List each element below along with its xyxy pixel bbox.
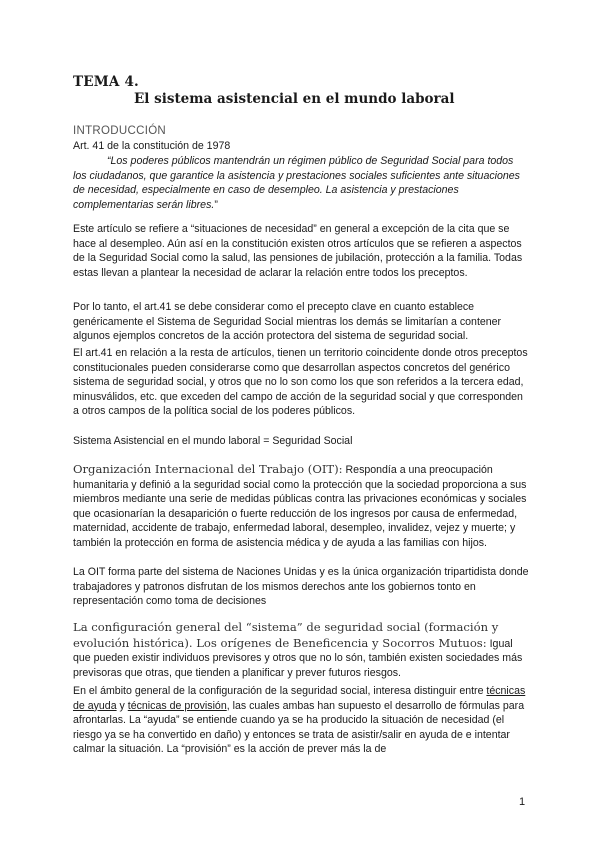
oit-paragraph-2: La OIT forma parte del sistema de Naciones Unidas y es la única organización tripartidista donde trabajadores y patronos disfrutan de los mismos derechos ante los gobiernos tonto en representación como toma de decisiones <box>73 566 529 608</box>
chapter-title: El sistema asistencial en el mundo laboral <box>134 91 455 107</box>
history-p2-mid: y <box>116 699 128 712</box>
quote-text: “Los poderes públicos mantendrán un régimen público de Seguridad Social para todos los ciudadanos, que garantice la asistencia y prestaciones sociales suficientes ante situaciones de necesidad, especialmente en caso de desempleo. La asistencia y prestaciones complementarias serán libres. <box>73 155 520 211</box>
history-paragraph <box>73 620 529 680</box>
page-number: 1 <box>519 796 526 808</box>
oit-text: Respondía a una preocupación humanitaria y definió a la seguridad social como la protección que la sociedad proporciona a sus miembros mediante una serie de medidas públicas contra las privaciones económicas y sociales que ocasionarían la desaparición o fuerte reducción de los ingresos por causa de enfermedad, maternidad, accidente de trabajo, enfermedad laboral, desempleo, invalidez, vejez y muerte; y también la protección en forma de asistencia médica y de ayuda a las familias con hijos. <box>73 464 527 549</box>
history-p2-start: En el ámbito general de la configuración de la seguridad social, interesa distinguir entre <box>73 685 487 697</box>
oit-paragraph <box>73 462 529 551</box>
constitution-quote <box>73 154 529 212</box>
paragraph-1: Este artículo se refiere a “situaciones de necesidad” en general a excepción de la cita que se hace al desempleo. Aún así en la constitución existen otros artículos que se refieren a aspectos de la Seguridad Social como la salud, las pensiones de jubilación, protección a la familia. Todas estas llevan a plantear la necesidad de aclarar la relación entre todos los preceptos. <box>73 223 523 279</box>
quote-close: ” <box>214 198 218 211</box>
history-text: Igual que pueden existir individuos previsores y otros que no lo són, también existen sociedades más previsoras que otras, que tienden a planificar y prever futuros riesgos. <box>73 637 523 679</box>
section-label-introduction: INTRODUCCIÓN <box>73 125 167 137</box>
article-reference: Art. 41 de la constitución de 1978 <box>73 140 231 152</box>
paragraph-2: Por lo tanto, el art.41 se debe considerar como el precepto clave en cuanto establece genéricamente el Sistema de Seguridad Social mientras los demás se limitarían a contener algunos ejemplos concretos de la acción protectora del sistema de seguridad social. <box>73 301 502 343</box>
history-paragraph-2 <box>73 684 529 757</box>
history-p2-end: , las cuales ambas han supuesto el desarrollo de fórmulas para afrontarlas. La “ayuda” se entiende cuando ya se ha producido la situación de necesidad (el riesgo ya se ha convertido en daño) y entonces se trata de asistir/salir en ayuda de e intentar calmar la situación. La “provisión” es la acción de prever más la de <box>73 699 525 756</box>
oit-heading: Organización Internacional del Trabajo (OIT): <box>73 462 343 476</box>
history-heading: La configuración general del “sistema” de seguridad social (formación y evolución histórica). Los orígenes de Beneficencia y Socorros Mutuos: <box>73 620 499 650</box>
chapter-number: TEMA 4. <box>73 74 139 90</box>
link-tecnicas-provision: técnicas de provisión <box>127 699 227 712</box>
equation-line: Sistema Asistencial en el mundo laboral = Seguridad Social <box>73 435 353 447</box>
paragraph-3: El art.41 en relación a la resta de artículos, tienen un territorio coincidente donde otros preceptos constitucionales pueden considerarse como que desarrollan aspectos concretos del genérico sistema de seguridad social, y otros que no lo son como los que son referidos a la tercera edad, minusválidos, etc. que exceden del campo de acción de la seguridad social y que corresponden a otros campos de la política social de los poderes públicos. <box>73 347 528 418</box>
link-tecnicas-ayuda: técnicas de ayuda <box>73 685 526 712</box>
